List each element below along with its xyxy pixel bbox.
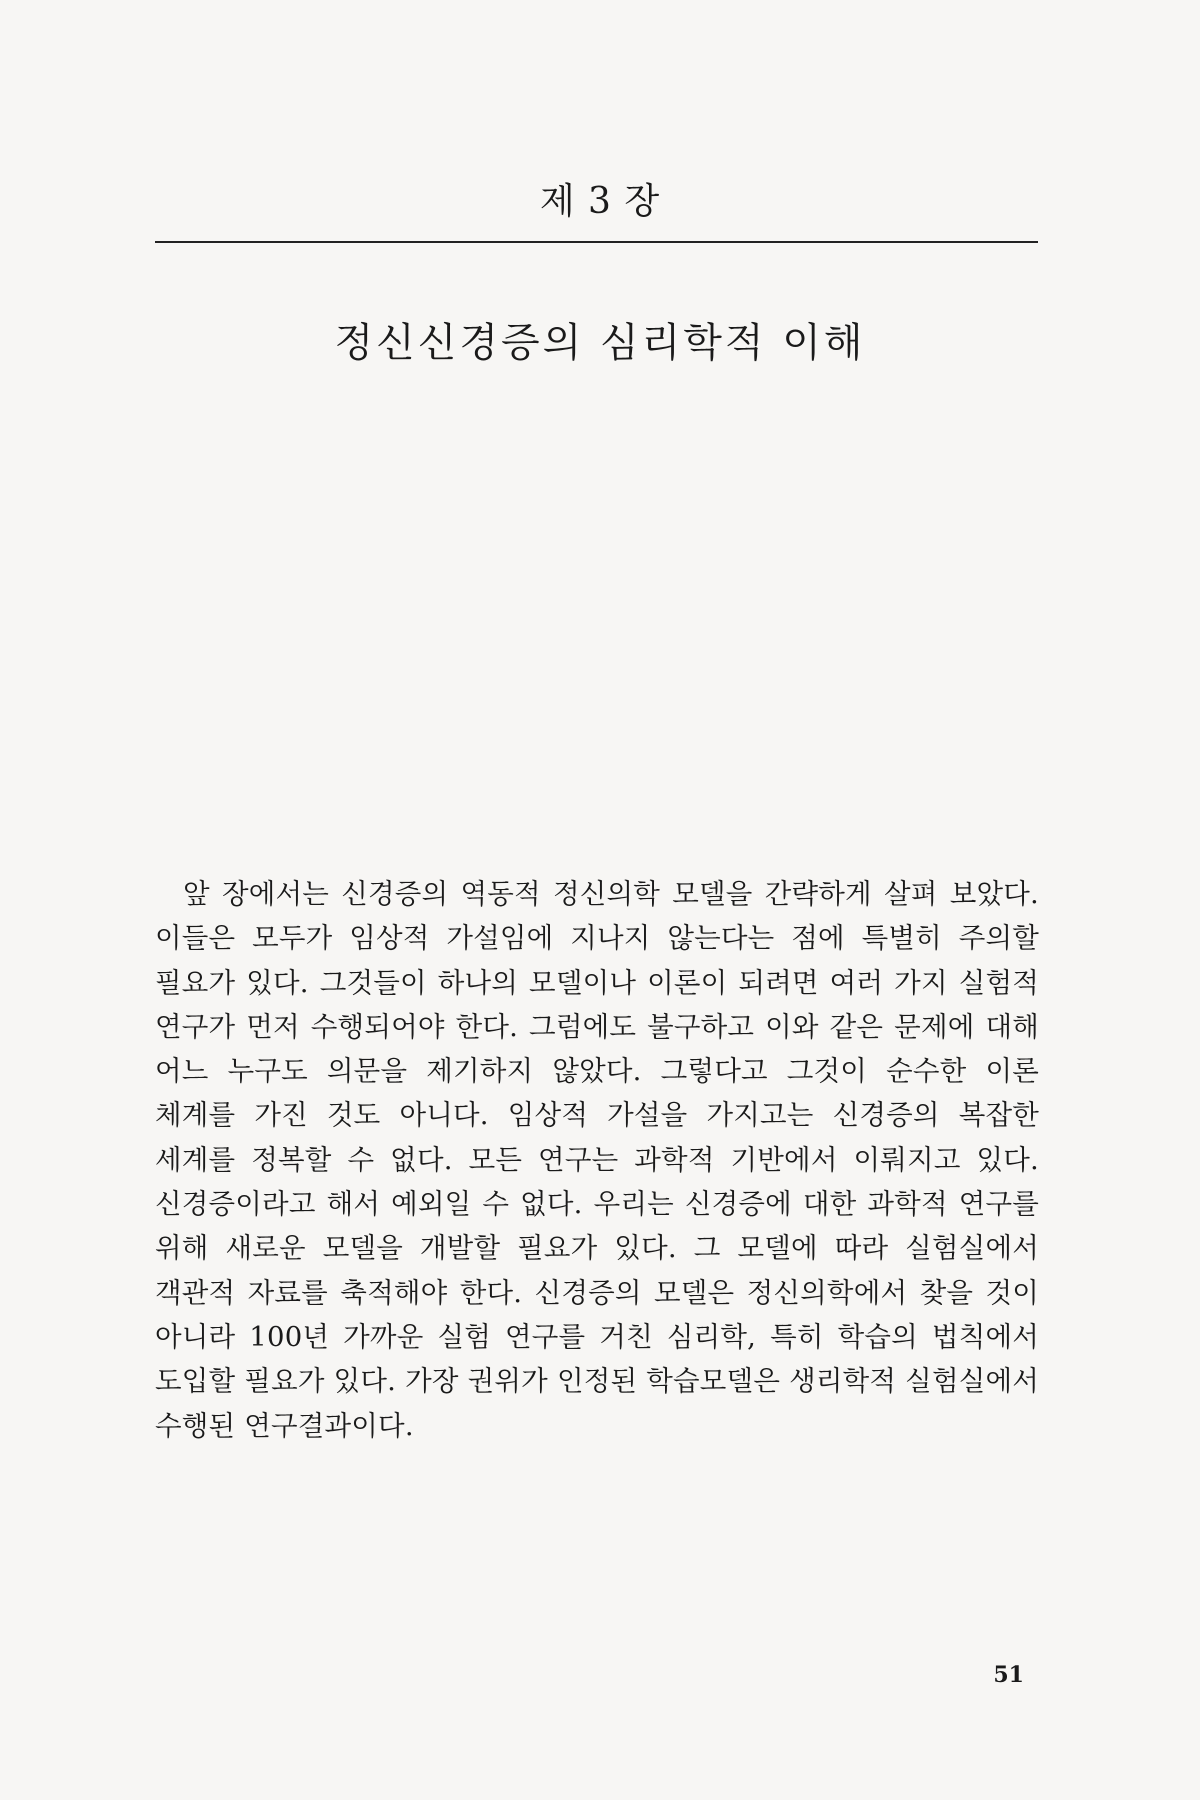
page-number: 51	[993, 1662, 1024, 1688]
body-paragraph: 앞 장에서는 신경증의 역동적 정신의학 모델을 간략하게 살펴 보았다. 이들은 모두가 임상적 가설임에 지나지 않는다는 점에 특별히 주의할 필요가 있다. 그것들이 하나의 모델이나 이론이 되려면 여러 가지 실험적 연구가 먼저 수행되어야 한다. 그럼에도 불구하고 이와 같은 문제에 대해 어느 누구도 의문을 제기하지 않았다. 그렇다고 그것이 순수한 이론 체계를 가진 것도 아니다. 임상적 가설을 가지고는 신경증의 복잡한 세계를 정복할 수 없다. 모든 연구는 과학적 기반에서 이뤄지고 있다. 신경증이라고 해서 예외일 수 없다. 우리는 신경증에 대한 과학적 연구를 위해 새로운 모델을 개발할 필요가 있다. 그 모델에 따라 실험실에서 객관적 자료를 축적해야 한다. 신경증의 모델은 정신의학에서 찾을 것이 아니라 100년 가까운 실험 연구를 거친 심리학, 특히 학습의 법칙에서 도입할 필요가 있다. 가장 권위가 인정된 학습모델은 생리학적 실험실에서 수행된 연구결과이다.	[155, 878, 1039, 1442]
chapter-label: 제 3 장	[539, 181, 661, 222]
chapter-rule	[155, 241, 1038, 243]
chapter-title: 정신신경증의 심리학적 이해	[334, 320, 866, 366]
